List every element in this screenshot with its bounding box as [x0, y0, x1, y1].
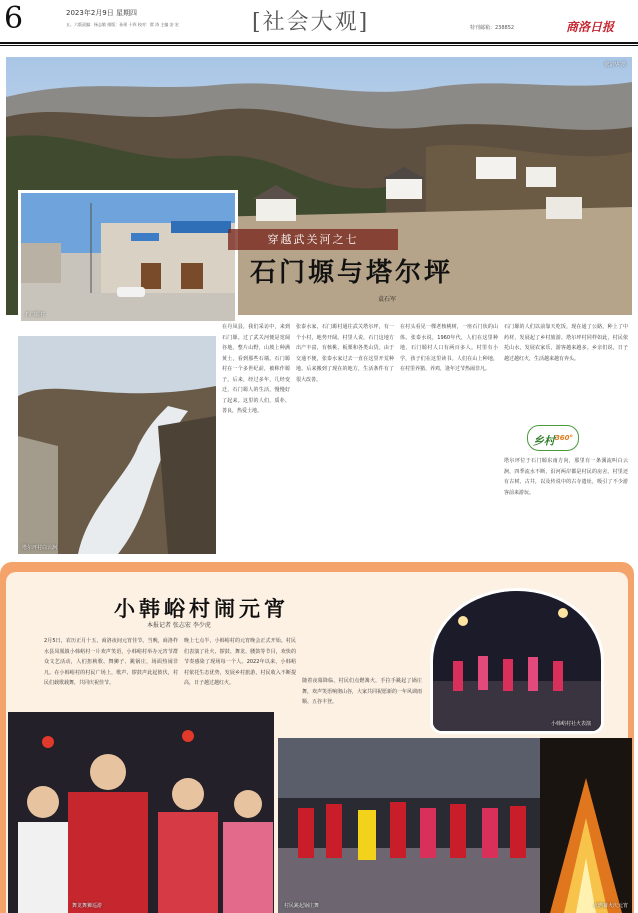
story1-column-1: 在丹凤县，我们采访中，来到石门塬。过了武关河便是宽阔谷地。整片山野，山坡上种满黄土，看到那些石墙。石门塬村在一个多世纪前，被称作塬子，后来，经过多年，几经变迁，石门塬人的生活，慢慢好了起来。这里的人们，质朴、善良，热爱土地。 [222, 324, 290, 414]
story2-column-1: 2月5日，农历正月十五，商洛夜间元宵佳节。当晚，商洛柞水县凤凰镇小韩峪村一片欢声笑语，小韩峪村举办元宵节群众文艺活动，人们扭秧歌、舞狮子、跳锅庄，场面热闹非凡。在小韩峪村的村民广场上，歌声、锣鼓声此起彼伏，村民们载歌载舞，共同庆祝佳节。 [44, 638, 178, 686]
story1-column-5: 塔尔坪位于石门塬东南方向，那里有一条溪流叫白云涧，四季流水不断，沿河两岸都是村民的房舍。村里还有古树、古井，以及传说中的古寺遗址，吸引了不少游客前来游玩。 [504, 458, 628, 496]
stream-photo [18, 336, 216, 554]
circle-dance-photo [430, 588, 604, 734]
villagers-photo [8, 712, 274, 913]
circle-photo-credit: 小韩峪村社火表演 [550, 721, 591, 727]
dance-photo [278, 738, 540, 913]
header-rule-thin [0, 45, 638, 46]
villagers-photo-credit: 舞龙舞狮巡游 [72, 903, 103, 909]
street-photo [18, 190, 238, 324]
street-photo-credit: 石门塬村 [25, 312, 46, 318]
series-banner: 穿越武关河之七 [228, 229, 398, 250]
stream-photo-credit: 塔尔坪村白云涧 [22, 545, 58, 551]
section-title: [社会大观] [252, 10, 370, 35]
story1-column-2: 张泰水家，石门塬村通往武关塔尔坪，有一个小村，地势开阔。村里人说，石门这地方出产丰富，有核桃、板栗和各类山货。由于交通不便，张泰水家过去一直在这里开荒种地。后来搬到了现在的地方，生活条件有了很大改善。 [296, 324, 394, 383]
page-number: 6 [4, 1, 24, 36]
newspaper-logo: 商洛日报 [566, 20, 615, 34]
story2-column-2: 晚上七点半，小韩峪村的元宵晚会正式开始。村民们表演了社火、锣鼓、舞龙、腰鼓等节目，欢快的节奏感染了现场每一个人。2022年以来，小韩峪村依托生态优势，发展乡村旅游，村民收入不断提高，日子越过越红火。 [184, 638, 296, 686]
story2-column-3: 随着夜幕降临，村民们点燃篝火，手拉手跳起了锅庄舞，欢声笑语响彻山谷，大家共同祝愿新的一年风调雨顺、五谷丰登。 [302, 678, 422, 705]
header-rule [0, 42, 638, 44]
story1-column-3: 在村头看见一棵老核桃树，一座石门状的山体。张泰水说，1960年代，人们在这里种地，石门塬村人口有两百多人。村里有小学，孩子们在这里读书。人们在山上种地，在村里养猪、养鸡，逢年过节热闹非凡。 [400, 324, 498, 372]
bonfire-photo-credit: 点燃篝火庆元宵 [592, 903, 628, 909]
story-author: 袁石军 [378, 296, 397, 303]
editor-line: 特刊邮箱：238852 [470, 25, 515, 31]
story2-title: 小韩峪村闹元宵 [114, 596, 289, 621]
story1-column-4: 石门塬的人们以前靠天吃饭，现在通了公路，种上了中药材，发展起了乡村旅游。塔尔坪村同样如此，村民依托山水，发展农家乐，游客越来越多。乡亲们说，日子越过越红火，生活越来越有奔头。 [504, 324, 628, 362]
bonfire-photo [540, 738, 632, 913]
badge-label: 乡村 [532, 434, 555, 448]
top-photo-credit: 张宗华 摄 [604, 62, 626, 68]
village-360-badge [527, 425, 579, 451]
badge-number: 360° [554, 434, 574, 442]
staff-line: 五、六版责编：杨志敏 排版：孙瑶 十四 校对：翟 涛 主编 安 宏 [66, 22, 179, 27]
story2-byline: 本报记者 张志宏 李少虎 [147, 622, 211, 629]
story-title: 石门塬与塔尔坪 [250, 258, 454, 288]
dance-photo-credit: 村民跳起锅庄舞 [284, 903, 320, 909]
issue-date: 2023年2月9日 星期四 [66, 9, 137, 17]
